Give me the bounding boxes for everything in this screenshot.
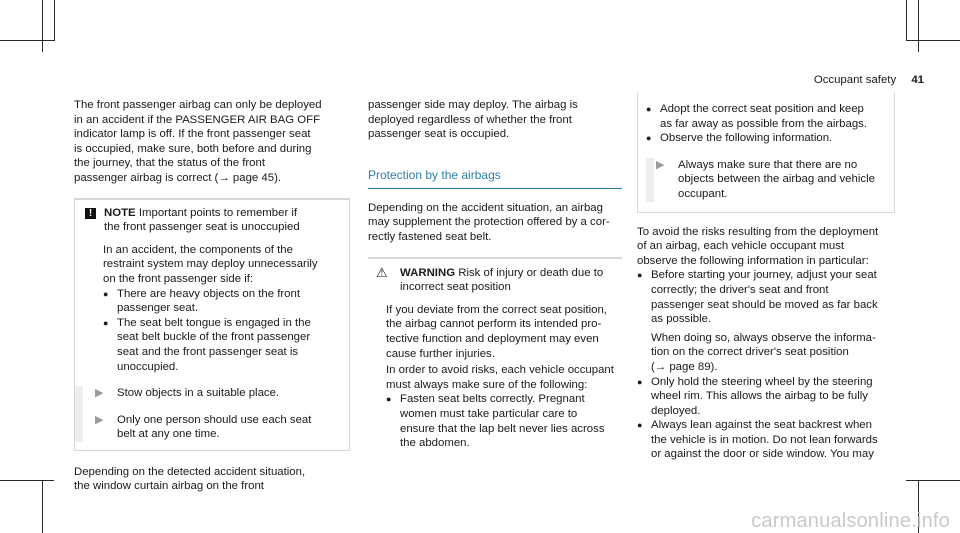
heading-text: Protection by the airbags (368, 167, 501, 182)
bullet-icon: ● (637, 420, 643, 431)
warning-box (368, 257, 622, 461)
text-line: women must take particular care to (400, 407, 578, 420)
warning-label: WARNING (400, 266, 456, 279)
column-1 (74, 98, 350, 494)
crop-mark (0, 480, 54, 481)
warning-title: Risk of injury or death due to (458, 266, 604, 279)
action-item (654, 158, 888, 202)
text-line: In order to avoid risks, each vehicle occupant (386, 364, 614, 377)
bullet-icon: ● (637, 270, 643, 281)
notice-icon: ! (85, 208, 96, 219)
section-heading (368, 168, 622, 189)
text-line: When doing so, always observe the informa- (651, 331, 876, 344)
bullet-icon: ● (646, 104, 652, 114)
crop-mark (42, 480, 43, 533)
text-line: in an accident if the PASSENGER AIR BAG OFF (74, 113, 321, 126)
page-header (814, 73, 924, 88)
text-line: wheel rim. This allows the airbag to be fully (651, 390, 868, 403)
bullet-icon: ● (646, 133, 652, 144)
text-line: may supplement the protection offered by a cor- (368, 216, 610, 229)
text-line: Only hold the steering wheel by the steering (651, 375, 873, 388)
text-line: passenger seat should be moved as far back (651, 298, 878, 311)
note-box (74, 198, 350, 451)
text-line: Before starting your journey, adjust your seat (651, 269, 877, 282)
note-title-line: the front passenger seat is unoccupied (104, 221, 300, 234)
crop-mark (0, 40, 54, 41)
list-item (637, 375, 895, 419)
text-line: passenger side may deploy. The airbag is (368, 99, 578, 111)
text-line: (→ page 89). (651, 360, 718, 373)
page-number: 41 (911, 74, 924, 86)
text-line: must always make sure of the following: (386, 378, 588, 391)
text-line: The front passenger airbag can only be deployed (74, 99, 322, 111)
warning-title-line (400, 266, 603, 281)
text-line: Adopt the correct seat position and keep (660, 103, 864, 115)
text-line: Fasten seat belts correctly. Pregnant (400, 393, 585, 406)
action-list (75, 386, 349, 442)
text-line: of an airbag, each vehicle occupant must (637, 240, 845, 253)
text-line: the vehicle is in motion. Do not lean forwards (651, 433, 878, 446)
text-line: indicator lamp is off. If the front passenger seat (74, 128, 311, 141)
text-line: the airbag cannot perform its intended pro- (386, 318, 602, 331)
text-line: passenger seat. (117, 302, 199, 315)
watermark: carmanualsonline.info (751, 510, 950, 533)
text-line: observe the following information in particular: (637, 254, 869, 267)
text-line: correctly; the driver's seat and front (651, 283, 829, 296)
bullet-icon: ● (386, 394, 392, 405)
section-title: Occupant safety (813, 74, 897, 86)
text-line: tective function and deployment may even (386, 332, 599, 345)
text-line: the journey, that the status of the front (74, 157, 266, 170)
note-header (75, 206, 349, 235)
text-line: restraint system may deploy unnecessarily (103, 258, 318, 271)
column-2 (368, 98, 622, 461)
text-line: Depending on the detected accident situation, (74, 465, 306, 478)
paragraph (74, 465, 350, 494)
note-body (75, 235, 349, 374)
list-item (103, 316, 341, 374)
list-item (646, 131, 888, 146)
action-item (83, 413, 341, 442)
action-list (646, 158, 888, 202)
text-line: passenger airbag is correct (→ page 45). (74, 171, 282, 184)
text-line: To avoid the risks resulting from the deployment (637, 225, 879, 238)
bullet-icon: ● (103, 317, 109, 328)
crop-mark (906, 0, 907, 41)
text-line: as far away as possible from the airbags. (660, 117, 868, 130)
column-3 (637, 92, 895, 462)
crop-mark (42, 0, 43, 52)
text-line: deployed regardless of whether the front (368, 113, 572, 126)
paragraph (368, 201, 622, 245)
text-line: cause further injuries. (386, 347, 495, 360)
text-line: is occupied, make sure, both before and during (74, 142, 312, 155)
warning-title-line: incorrect seat position (400, 281, 511, 294)
paragraph (637, 225, 895, 269)
text-line: Always make sure that there are no (678, 158, 858, 171)
text-line: occupant. (678, 187, 728, 200)
text-line: ensure that the lap belt never lies across (400, 422, 605, 435)
action-arrow-icon: ▶ (95, 387, 104, 400)
warning-icon: ⚠ (376, 264, 388, 280)
list-item (646, 102, 888, 131)
list-item (103, 287, 341, 316)
bullet-icon: ● (103, 288, 109, 299)
text-line: the abdomen. (400, 437, 470, 450)
bullet-icon: ● (637, 376, 643, 387)
text-line: Only one person should use each seat (117, 413, 312, 426)
action-item (83, 386, 341, 401)
text-line: tion on the correct driver's seat position (651, 346, 849, 359)
text-line: or against the door or side window. You may (651, 448, 874, 461)
text-line: If you deviate from the correct seat position, (386, 303, 607, 316)
list-item (386, 392, 616, 450)
list-item (637, 418, 895, 462)
warning-header (376, 266, 616, 295)
text-line: The seat belt tongue is engaged in the (117, 316, 311, 329)
heading-rule (368, 188, 622, 189)
text-line: Always lean against the seat backrest when (651, 419, 872, 432)
action-arrow-icon: ▶ (656, 158, 665, 171)
text-line: passenger seat is occupied. (368, 128, 510, 141)
warning-body (376, 303, 616, 451)
text-line: deployed. (651, 404, 701, 417)
text-line: In an accident, the components of the (103, 243, 293, 256)
note-title-line (104, 206, 300, 221)
text-line: Observe the following information. (660, 132, 833, 145)
crop-mark (918, 0, 919, 52)
action-arrow-icon: ▶ (95, 413, 104, 426)
text-line: the window curtain airbag on the front (74, 480, 264, 493)
warning-box-continued (637, 92, 895, 213)
list-item (637, 268, 895, 374)
text-line: belt at any one time. (117, 428, 220, 441)
text-line: seat and the front passenger seat is (117, 345, 299, 358)
text-line: rectly fastened seat belt. (368, 230, 492, 243)
text-line: as possible. (651, 313, 712, 326)
text-line: Depending on the accident situation, an airbag (368, 201, 603, 214)
note-label: NOTE (104, 206, 136, 219)
text-line: on the front passenger side if: (103, 272, 254, 285)
text-line: seat belt buckle of the front passenger (117, 331, 311, 344)
crop-mark (54, 0, 55, 41)
text-line: Stow objects in a suitable place. (117, 387, 280, 400)
text-line: objects between the airbag and vehicle (678, 173, 875, 186)
text-line: There are heavy objects on the front (117, 287, 300, 300)
crop-mark (906, 480, 960, 481)
text-line: unoccupied. (117, 360, 179, 373)
note-title: Important points to remember if (138, 206, 298, 219)
crop-mark (906, 40, 960, 41)
